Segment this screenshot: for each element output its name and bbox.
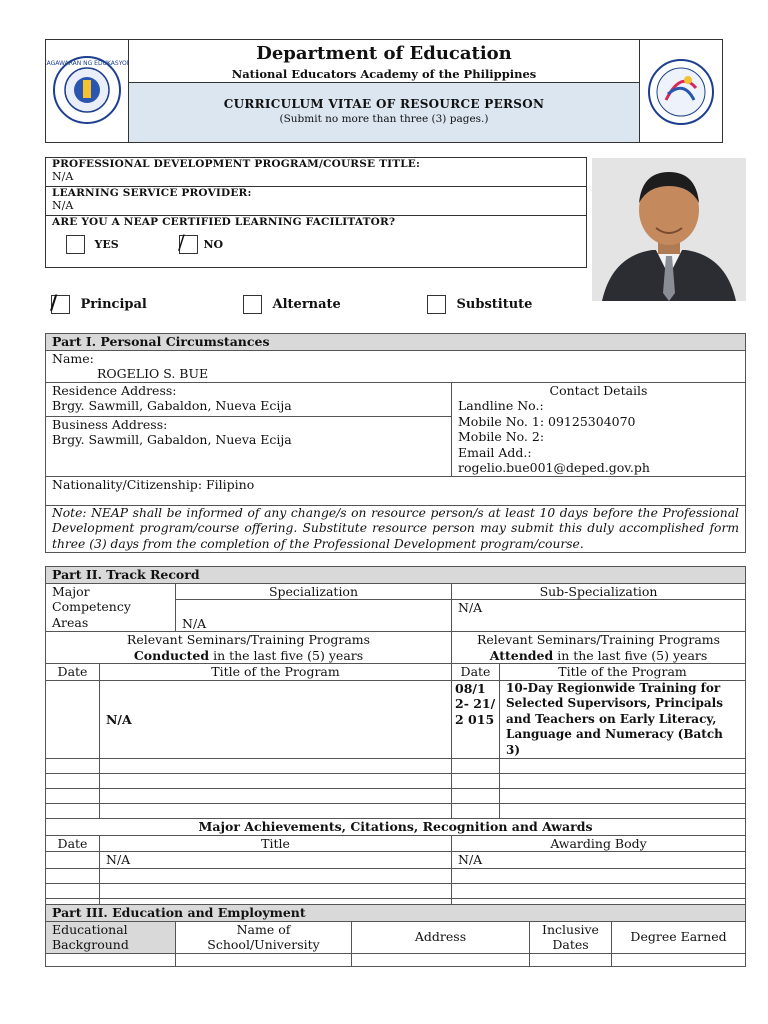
cell[interactable] — [100, 759, 452, 774]
competency-label: Major Competency Areas — [46, 583, 176, 632]
specialization-label: Specialization — [176, 583, 452, 600]
cell[interactable] — [46, 774, 100, 789]
subspecialization-value[interactable]: N/A — [452, 600, 746, 632]
department-title: Department of Education — [256, 43, 512, 64]
cell[interactable] — [530, 953, 612, 966]
cell[interactable] — [100, 883, 452, 898]
conducted-period: in the last five (5) years — [209, 647, 364, 663]
attended-period: in the last five (5) years — [553, 647, 708, 663]
part3-table — [45, 904, 746, 967]
conducted-date-header: Date — [46, 664, 100, 681]
specialization-value[interactable]: N/A — [176, 600, 452, 632]
role-alternate[interactable] — [243, 295, 341, 314]
mobile-2[interactable]: Mobile No. 2: — [458, 429, 545, 444]
cell[interactable] — [46, 953, 176, 966]
form-header — [45, 39, 723, 143]
business-value[interactable]: Brgy. Sawmill, Gabaldon, Nueva Ecija — [52, 432, 292, 447]
attended-header — [452, 632, 746, 664]
deped-seal-icon — [46, 40, 129, 142]
empty-row — [46, 883, 746, 898]
cell[interactable] — [100, 868, 452, 883]
empty-row — [46, 953, 746, 966]
conducted-date-cell[interactable] — [46, 680, 100, 759]
cell[interactable] — [176, 953, 352, 966]
part2-table — [45, 566, 746, 914]
conducted-header — [46, 632, 452, 664]
degree-header: Degree Earned — [612, 921, 746, 953]
program-title-row — [46, 158, 586, 187]
no-option[interactable] — [178, 230, 224, 254]
header-center — [129, 40, 639, 142]
cell[interactable] — [452, 789, 500, 804]
program-title-value[interactable]: N/A — [52, 170, 74, 183]
cell[interactable] — [612, 953, 746, 966]
empty-row — [46, 774, 746, 789]
part2-heading: Part II. Track Record — [46, 567, 746, 584]
empty-row — [46, 789, 746, 804]
address-cell — [46, 382, 452, 476]
attended-title-cell[interactable]: 10-Day Regionwide Training for Selected Supervisors, Principals and Teachers on Early Literacy, Language and Numeracy (Batch 3) — [500, 680, 746, 759]
cell[interactable] — [100, 789, 452, 804]
contact-heading: Contact Details — [549, 382, 648, 398]
conducted-title-header: Title of the Program — [100, 664, 452, 681]
part1-table — [45, 333, 746, 553]
cell[interactable] — [46, 759, 100, 774]
name-value[interactable]: ROGELIO S. BUE — [97, 366, 209, 381]
awards-body-header: Awarding Body — [452, 835, 746, 852]
academy-title: National Educators Academy of the Philippines — [231, 67, 537, 81]
role-principal[interactable] — [50, 290, 147, 314]
address-header: Address — [352, 921, 530, 953]
cell[interactable] — [46, 789, 100, 804]
email-label: Email Add.: — [458, 444, 532, 460]
certified-row — [46, 216, 586, 268]
business-block — [46, 417, 451, 448]
business-label: Business Address: — [52, 416, 168, 432]
cell[interactable] — [100, 774, 452, 789]
yes-checkbox[interactable] — [66, 235, 85, 254]
yes-label: YES — [94, 237, 119, 251]
cell[interactable] — [500, 804, 746, 819]
form-subtitle: (Submit no more than three (3) pages.) — [279, 113, 489, 125]
nationality[interactable]: Nationality/Citizenship: Filipino — [46, 476, 746, 505]
attended-date-header: Date — [452, 664, 500, 681]
program-title-label: PROFESSIONAL DEVELOPMENT PROGRAM/COURSE TITLE: — [52, 158, 421, 170]
inclusive-dates-header: Inclusive Dates — [530, 921, 612, 953]
neap-seal-icon — [640, 40, 723, 142]
role-substitute[interactable] — [427, 295, 532, 314]
person-photo-icon — [592, 158, 746, 301]
svg-text:KAGAWARAN NG EDUKASYON: KAGAWARAN NG EDUKASYON — [46, 60, 129, 67]
awards-title-header: Title — [100, 835, 452, 852]
neap-seal-cell — [639, 40, 722, 142]
cell[interactable] — [46, 868, 100, 883]
alternate-checkbox[interactable] — [243, 295, 262, 314]
principal-label: Principal — [80, 297, 147, 312]
landline[interactable]: Landline No.: — [458, 398, 544, 413]
no-label: NO — [203, 237, 224, 251]
conducted-title-cell[interactable]: N/A — [100, 680, 452, 759]
education-background-header: Educational Background — [46, 921, 176, 953]
mobile-1[interactable]: Mobile No. 1: 09125304070 — [458, 413, 636, 429]
school-header: Name of School/University — [176, 921, 352, 953]
cell[interactable] — [46, 804, 100, 819]
conducted-header-line1: Relevant Seminars/Training Programs — [126, 632, 371, 647]
profile-photo — [592, 158, 746, 301]
yes-option[interactable] — [66, 235, 119, 254]
cell[interactable] — [352, 953, 530, 966]
cell[interactable] — [100, 804, 452, 819]
empty-row — [46, 868, 746, 883]
name-cell — [46, 350, 746, 382]
cell[interactable] — [452, 868, 746, 883]
email-value[interactable]: rogelio.bue001@deped.gov.ph — [458, 460, 650, 475]
provider-row — [46, 187, 586, 216]
contact-cell — [452, 382, 746, 476]
provider-label: LEARNING SERVICE PROVIDER: — [52, 187, 252, 199]
attended-keyword: Attended — [489, 647, 554, 663]
part3-heading: Part III. Education and Employment — [46, 905, 746, 922]
form-title: CURRICULUM VITAE OF RESOURCE PERSON — [223, 97, 545, 111]
name-label: Name: — [52, 350, 94, 366]
substitute-checkbox[interactable] — [427, 295, 446, 314]
cell[interactable] — [452, 883, 746, 898]
awards-date-cell[interactable] — [46, 852, 100, 869]
cell[interactable] — [452, 774, 500, 789]
attended-header-line1: Relevant Seminars/Training Programs — [476, 632, 721, 647]
cell[interactable] — [500, 774, 746, 789]
subspecialization-label: Sub-Specialization — [452, 583, 746, 600]
awards-date-header: Date — [46, 835, 100, 852]
attended-date-cell[interactable]: 08/1 2- 21/2 015 — [452, 680, 500, 759]
empty-row — [46, 759, 746, 774]
principal-checkbox[interactable] — [50, 290, 70, 314]
residence-value[interactable]: Brgy. Sawmill, Gabaldon, Nueva Ecija — [52, 398, 292, 413]
provider-value[interactable]: N/A — [52, 199, 74, 212]
check-mark-icon: / — [50, 290, 58, 314]
deped-seal-cell — [46, 40, 129, 142]
cell[interactable] — [452, 759, 500, 774]
awards-body-cell[interactable]: N/A — [452, 852, 746, 869]
conducted-keyword: Conducted — [133, 647, 210, 663]
awards-title-cell[interactable]: N/A — [100, 852, 452, 869]
check-mark-icon: / — [178, 230, 185, 254]
residence-block — [46, 383, 451, 417]
part1-heading: Part I. Personal Circumstances — [46, 334, 746, 351]
no-checkbox[interactable] — [178, 230, 198, 254]
form-title-block — [129, 83, 639, 142]
attended-title-header: Title of the Program — [500, 664, 746, 681]
residence-label: Residence Address: — [52, 382, 177, 398]
note-text: Note: NEAP shall be informed of any change/s on resource person/s at least 10 days before the Professional Development program/course offering. Substitute resource person may submit this duly accomplished form three (3) days from the completion of the Professional Development program/course. — [46, 505, 746, 553]
alternate-label: Alternate — [272, 297, 341, 312]
substitute-label: Substitute — [456, 297, 533, 312]
cell[interactable] — [500, 759, 746, 774]
cell[interactable] — [500, 789, 746, 804]
header-title-block — [129, 40, 639, 83]
empty-row — [46, 804, 746, 819]
program-info-box — [45, 157, 587, 268]
cell[interactable] — [452, 804, 500, 819]
awards-heading: Major Achievements, Citations, Recognition and Awards — [46, 819, 746, 836]
certified-label: ARE YOU A NEAP CERTIFIED LEARNING FACILITATOR? — [52, 216, 396, 228]
cell[interactable] — [46, 883, 100, 898]
